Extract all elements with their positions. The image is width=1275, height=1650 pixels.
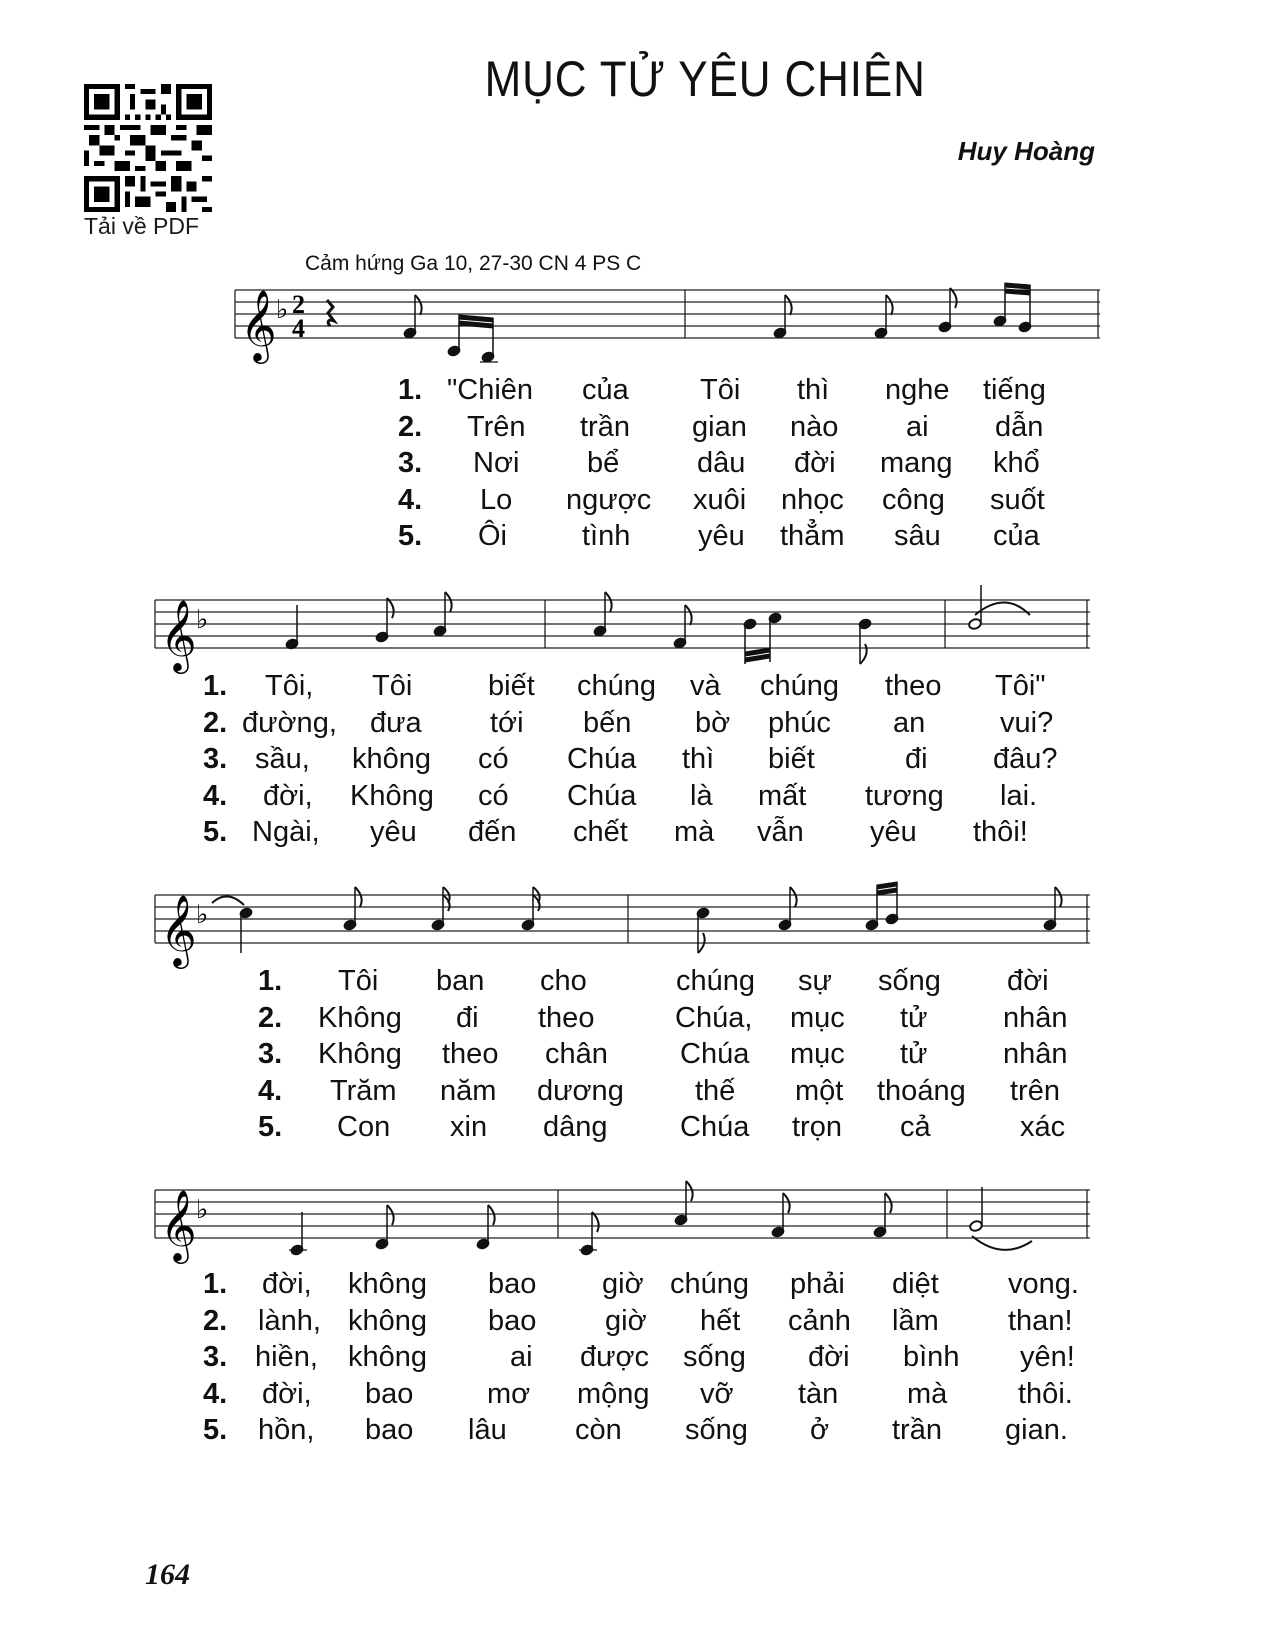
- verse-line: 5. Ngài, yêu đến chết mà vẫn yêu thôi!: [203, 816, 1028, 848]
- verse-line: 4. Trăm năm dương thế một thoáng trên: [258, 1074, 1060, 1107]
- lyrics-block-4: [0, 1266, 1275, 1456]
- flat-sign-icon: ♭: [196, 900, 209, 930]
- verse-line: 4. đời, Không có Chúa là mất tương lai.: [203, 779, 1038, 812]
- treble-clef-icon: 𝄞: [160, 1188, 197, 1261]
- verse-line: 3. sầu, không có Chúa thì biết đi đâu?: [203, 743, 1058, 775]
- treble-clef-icon: 𝄞: [240, 288, 277, 361]
- svg-text:4: 4: [292, 314, 305, 343]
- verse-line: 1. "Chiên của Tôi thì nghe tiếng: [398, 374, 1046, 406]
- verse-line: 5. Ôi tình yêu thẳm sâu của: [398, 520, 1040, 552]
- verse-line: 4. Lo ngược xuôi nhọc công suốt: [398, 483, 1045, 516]
- lyrics-block-2: [0, 668, 1275, 858]
- music-staff-3: [150, 865, 1100, 975]
- verse-line: 2. Trên trần gian nào ai dẫn: [398, 410, 1044, 443]
- song-title: MỤC TỬ YÊU CHIÊN: [484, 51, 926, 107]
- verse-line: 5. Con xin dâng Chúa trọn cả xác: [258, 1111, 1066, 1143]
- flat-sign-icon: ♭: [196, 1195, 209, 1225]
- page-number: 164: [145, 1558, 190, 1591]
- music-staff-4: [150, 1160, 1100, 1270]
- verse-line: 2. đường, đưa tới bến bờ phúc an vui?: [203, 706, 1054, 739]
- music-staff-1: [230, 270, 1110, 380]
- treble-clef-icon: 𝄞: [160, 893, 197, 966]
- treble-clef-icon: 𝄞: [160, 598, 197, 671]
- verse-line: 3. Không theo chân Chúa mục tử nhân: [258, 1038, 1068, 1070]
- flat-sign-icon: ♭: [276, 295, 289, 325]
- verse-line: 1. Tôi ban cho chúng sự sống đời: [258, 965, 1049, 997]
- lyrics-block-1: [0, 372, 1275, 562]
- quarter-rest-icon: [327, 300, 334, 326]
- download-pdf-link[interactable]: Tải về PDF: [84, 213, 200, 239]
- verse-line: 3. hiền, không ai được sống đời bình yên!: [203, 1341, 1075, 1373]
- flat-sign-icon: ♭: [196, 605, 209, 635]
- time-signature: 2: [292, 290, 305, 319]
- music-staff-2: [150, 570, 1100, 680]
- verse-line: 2. Không đi theo Chúa, mục tử nhân: [258, 1001, 1068, 1034]
- verse-line: 1. Tôi, Tôi biết chúng và chúng theo Tôi": [203, 670, 1046, 702]
- composer-name: Huy Hoàng: [957, 136, 1095, 166]
- lyrics-block-3: [0, 963, 1275, 1153]
- verse-line: 5. hồn, bao lâu còn sống ở trần gian.: [203, 1414, 1068, 1446]
- verse-line: 2. lành, không bao giờ hết cảnh lầm than!: [203, 1304, 1073, 1337]
- verse-line: 4. đời, bao mơ mộng vỡ tàn mà thôi.: [203, 1377, 1073, 1410]
- verse-line: 1. đời, không bao giờ chúng phải diệt vong.: [203, 1268, 1079, 1300]
- scripture-reference: Cảm hứng Ga 10, 27-30 CN 4 PS C: [305, 252, 642, 275]
- verse-line: 3. Nơi bể dâu đời mang khổ: [398, 447, 1040, 479]
